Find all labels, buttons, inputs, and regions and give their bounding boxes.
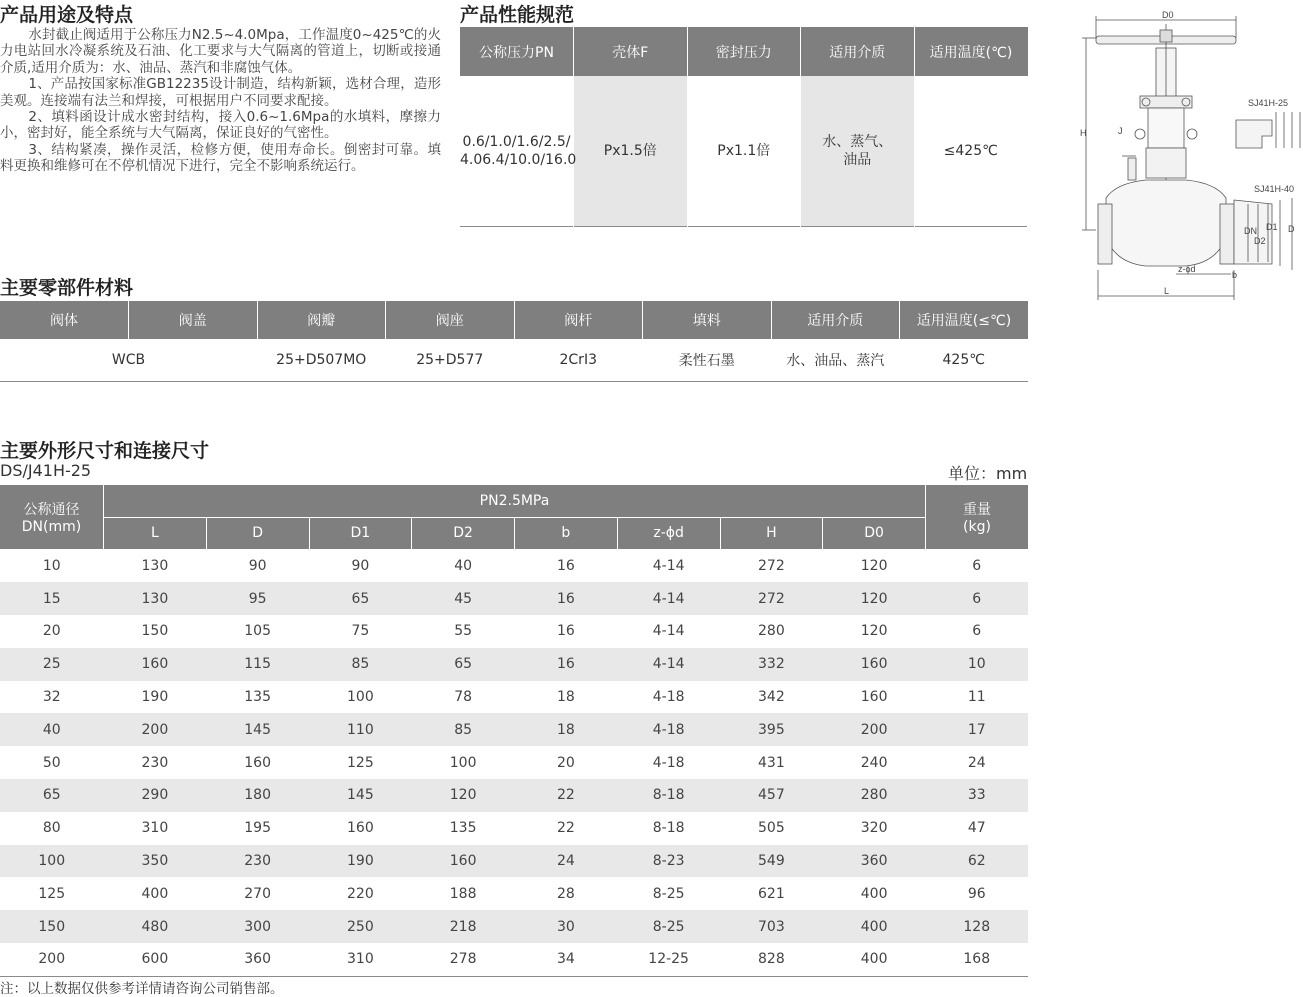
table-cell: 50 xyxy=(42,754,61,771)
table-row xyxy=(0,845,1028,878)
table-cell: 300 xyxy=(206,910,309,943)
mat-header-temp: 适用温度(≤℃) xyxy=(900,301,1029,339)
table-cell: 65 xyxy=(0,779,104,812)
table-cell: 828 xyxy=(758,951,785,968)
dims-sub-header: D xyxy=(206,517,309,549)
table-cell: 600 xyxy=(141,951,169,968)
label-d0: D0 xyxy=(1162,10,1174,20)
materials-table xyxy=(0,301,1028,382)
table-cell: 85 xyxy=(412,713,515,746)
label-sj25: SJ41H-25 xyxy=(1248,98,1289,108)
table-cell: 290 xyxy=(104,779,207,812)
table-cell: 188 xyxy=(449,885,477,902)
table-cell: 190 xyxy=(309,845,412,878)
table-cell: 230 xyxy=(206,845,309,878)
table-cell: 115 xyxy=(206,648,309,681)
table-row xyxy=(0,877,1028,910)
intro-feature-1: 1、产品按国家标准GB12235设计制造，结构新颖，选材合理，造形美观。连接端有法兰和焊接，可根据用户不同要求配接。 xyxy=(0,76,441,109)
perf-cell-temp: ≤425℃ xyxy=(914,76,1028,227)
table-cell: 10 xyxy=(42,557,61,574)
table-row xyxy=(0,615,1028,648)
table-cell: 120 xyxy=(823,582,926,615)
mat-cell-packing: 柔性石墨 xyxy=(678,353,735,369)
table-cell: 16 xyxy=(556,623,575,640)
table-row xyxy=(0,812,1028,845)
mat-cell-body-cover: WCB xyxy=(111,352,146,368)
performance-table xyxy=(460,27,1028,227)
table-cell: 25 xyxy=(0,648,104,681)
dims-header-weight xyxy=(926,485,1029,549)
perf-cell-medium xyxy=(801,76,915,227)
dims-header-dn-line1: 公称通径 xyxy=(23,501,80,518)
mat-header-cover: 阀盖 xyxy=(129,301,258,339)
table-cell: 280 xyxy=(823,779,926,812)
table-cell: 549 xyxy=(720,845,823,878)
table-cell: 6 xyxy=(926,582,1029,615)
label-b: b xyxy=(1232,270,1238,280)
table-cell: 400 xyxy=(823,910,926,943)
table-cell: 34 xyxy=(556,951,575,968)
table-cell: 160 xyxy=(347,820,374,837)
table-cell: 135 xyxy=(244,689,271,706)
table-cell: 28 xyxy=(556,885,575,902)
table-cell: 20 xyxy=(556,754,575,771)
table-cell: 16 xyxy=(515,648,618,681)
table-cell: 621 xyxy=(758,885,785,902)
table-cell: 400 xyxy=(860,885,888,902)
table-cell: 16 xyxy=(556,557,575,574)
table-cell: 200 xyxy=(104,713,207,746)
mat-header-medium: 适用介质 xyxy=(771,301,900,339)
table-cell: 703 xyxy=(720,910,823,943)
dims-header-dn xyxy=(0,485,104,549)
mat-cell-stem: 2CrI3 xyxy=(559,352,597,368)
table-cell: 480 xyxy=(104,910,207,943)
table-cell: 200 xyxy=(38,951,66,968)
intro-paragraph: 水封截止阀适用于公称压力N2.5~4.0Mpa，工作温度0~425℃的火力电站回水冷凝系统及石油、化工要求与大气隔离的管道上，切断或接通介质,适用介质为：水、油品、蒸汽和非腐蚀气体。 xyxy=(0,27,441,76)
table-cell: 400 xyxy=(141,885,169,902)
mat-cell-medium: 水、油品、蒸汽 xyxy=(786,353,885,369)
table-cell: 18 xyxy=(556,689,575,706)
dimensions-table xyxy=(0,485,1028,977)
table-cell: 55 xyxy=(454,623,473,640)
table-cell: 32 xyxy=(42,689,61,706)
usage-section-title: 产品用途及特点 xyxy=(0,4,134,26)
perf-header-temp: 适用温度(℃) xyxy=(914,27,1028,76)
table-cell: 310 xyxy=(347,951,374,968)
table-cell: 15 xyxy=(0,582,104,615)
table-cell: 8-18 xyxy=(617,779,720,812)
table-cell: 10 xyxy=(926,648,1029,681)
table-cell: 40 xyxy=(454,557,473,574)
table-cell: 310 xyxy=(141,820,169,837)
dims-sub-header: D1 xyxy=(309,517,412,549)
table-cell: 4-18 xyxy=(652,754,685,771)
perf-header-row xyxy=(460,27,1028,76)
table-cell: 4-18 xyxy=(652,689,685,706)
table-cell: 24 xyxy=(967,754,986,771)
mat-cell-temp: 425℃ xyxy=(942,352,985,368)
table-cell: 320 xyxy=(860,820,888,837)
table-cell: 95 xyxy=(206,582,309,615)
intro-feature-2: 2、填料函设计成水密封结构，接入0.6~1.6Mpa的水填料，摩擦力小，密封好，能全系统与大气隔离，保证良好的气密性。 xyxy=(0,109,441,142)
table-cell: 120 xyxy=(860,557,888,574)
table-cell: 220 xyxy=(347,885,374,902)
dims-sub-header: D2 xyxy=(412,517,515,549)
dims-sub-header: b xyxy=(515,517,618,549)
table-cell: 18 xyxy=(515,713,618,746)
table-cell: 96 xyxy=(967,885,986,902)
table-cell: 457 xyxy=(720,779,823,812)
label-l: L xyxy=(1164,286,1170,296)
table-cell: 130 xyxy=(104,582,207,615)
table-cell: 30 xyxy=(515,910,618,943)
table-cell: 40 xyxy=(0,713,104,746)
table-cell: 342 xyxy=(758,689,785,706)
label-zd: z-ϕd xyxy=(1178,264,1196,274)
table-cell: 250 xyxy=(309,910,412,943)
table-cell: 160 xyxy=(860,689,888,706)
table-cell: 160 xyxy=(104,648,207,681)
table-row xyxy=(0,713,1028,746)
table-cell: 505 xyxy=(758,820,785,837)
table-cell: 272 xyxy=(720,582,823,615)
table-cell: 4-14 xyxy=(617,582,720,615)
table-cell: 22 xyxy=(515,779,618,812)
table-cell: 120 xyxy=(860,623,888,640)
table-cell: 190 xyxy=(141,689,169,706)
perf-header-medium: 适用介质 xyxy=(801,27,915,76)
table-cell: 110 xyxy=(309,713,412,746)
mat-header-packing: 填料 xyxy=(643,301,772,339)
dims-sub-header: D0 xyxy=(823,517,926,549)
table-cell: 4-14 xyxy=(652,623,685,640)
table-cell: 160 xyxy=(244,754,271,771)
perf-cell-seal: Px1.1倍 xyxy=(687,76,801,227)
table-row xyxy=(0,746,1028,779)
table-cell: 180 xyxy=(206,779,309,812)
table-cell: 6 xyxy=(972,557,982,574)
table-cell: 332 xyxy=(720,648,823,681)
table-row xyxy=(0,943,1028,976)
table-cell: 47 xyxy=(967,820,986,837)
table-cell: 24 xyxy=(515,845,618,878)
table-cell: 11 xyxy=(967,689,986,706)
table-cell: 200 xyxy=(823,713,926,746)
perf-header-seal: 密封压力 xyxy=(687,27,801,76)
table-cell: 168 xyxy=(963,951,991,968)
model-label: DS/J41H-25 xyxy=(0,461,92,480)
table-cell: 360 xyxy=(244,951,271,968)
intro-text xyxy=(0,27,441,175)
table-cell: 17 xyxy=(926,713,1029,746)
table-cell: 272 xyxy=(758,557,785,574)
perf-cell-pn xyxy=(460,76,577,227)
table-cell: 130 xyxy=(141,557,169,574)
table-cell: 230 xyxy=(141,754,169,771)
table-cell: 125 xyxy=(38,885,66,902)
perf-pn-line2: 4.06.4/10.0/16.0 xyxy=(460,152,577,168)
perf-cell-shell: Px1.5倍 xyxy=(574,76,688,227)
table-cell: 350 xyxy=(104,845,207,878)
label-d2: D2 xyxy=(1254,236,1266,246)
table-cell: 4-18 xyxy=(617,713,720,746)
label-sj40: SJ41H-40 xyxy=(1254,184,1295,194)
table-cell: 160 xyxy=(823,648,926,681)
table-cell: 85 xyxy=(309,648,412,681)
table-cell: 150 xyxy=(141,623,169,640)
table-cell: 4-14 xyxy=(617,648,720,681)
table-cell: 65 xyxy=(412,648,515,681)
perf-medium-line1: 水、蒸气、 xyxy=(822,134,893,150)
label-j: J xyxy=(1118,126,1123,136)
table-row xyxy=(0,681,1028,714)
table-cell: 105 xyxy=(244,623,271,640)
table-row xyxy=(0,582,1028,615)
table-cell: 278 xyxy=(449,951,477,968)
table-cell: 65 xyxy=(309,582,412,615)
valve-drawing xyxy=(1076,8,1302,306)
table-cell: 160 xyxy=(412,845,515,878)
perf-header-pn: 公称压力PN xyxy=(460,27,574,76)
mat-header-seat: 阀座 xyxy=(386,301,515,339)
dims-header-row-2 xyxy=(0,517,1028,549)
label-d1: D1 xyxy=(1266,222,1278,232)
table-cell: 8-25 xyxy=(652,885,685,902)
table-cell: 145 xyxy=(309,779,412,812)
table-cell: 150 xyxy=(0,910,104,943)
table-cell: 8-25 xyxy=(617,910,720,943)
table-cell: 431 xyxy=(758,754,785,771)
dims-section-title: 主要外形尺寸和连接尺寸 xyxy=(0,440,210,462)
dims-body xyxy=(0,549,1028,976)
footnote: 注：以上数据仅供参考详情请咨询公司销售部。 xyxy=(0,981,284,997)
table-cell: 100 xyxy=(0,845,104,878)
dims-header-row-1 xyxy=(0,485,1028,517)
table-cell: 145 xyxy=(206,713,309,746)
table-cell: 6 xyxy=(972,623,982,640)
mat-header-stem: 阀杆 xyxy=(514,301,643,339)
table-cell: 45 xyxy=(412,582,515,615)
table-cell: 240 xyxy=(860,754,888,771)
table-cell: 270 xyxy=(244,885,271,902)
label-h: H xyxy=(1080,128,1087,138)
perf-section-title: 产品性能规范 xyxy=(460,4,575,26)
unit-label: 单位：mm xyxy=(948,464,1028,483)
dims-header-dn-line2: DN(mm) xyxy=(21,518,82,535)
table-cell: 8-18 xyxy=(652,820,685,837)
perf-header-shell: 壳体F xyxy=(574,27,688,76)
table-cell: 400 xyxy=(860,951,888,968)
label-dn: DN xyxy=(1244,226,1257,236)
table-cell: 100 xyxy=(449,754,477,771)
table-cell: 62 xyxy=(926,845,1029,878)
table-cell: 100 xyxy=(347,689,374,706)
materials-section-title: 主要零部件材料 xyxy=(0,277,134,299)
table-cell: 75 xyxy=(351,623,370,640)
perf-pn-line1: 0.6/1.0/1.6/2.5/ xyxy=(462,134,571,150)
table-cell: 8-23 xyxy=(617,845,720,878)
table-cell: 33 xyxy=(926,779,1029,812)
table-cell: 125 xyxy=(347,754,374,771)
perf-data-row xyxy=(460,76,1028,227)
table-cell: 78 xyxy=(454,689,473,706)
table-cell: 395 xyxy=(720,713,823,746)
mat-cell-seat: 25+D577 xyxy=(416,352,484,368)
dims-header-pn: PN2.5MPa xyxy=(104,485,926,517)
dims-sub-header: H xyxy=(720,517,823,549)
table-cell: 22 xyxy=(556,820,575,837)
table-cell: 20 xyxy=(42,623,61,640)
table-cell: 12-25 xyxy=(648,951,689,968)
table-cell: 120 xyxy=(412,779,515,812)
table-cell: 4-14 xyxy=(652,557,685,574)
table-cell: 280 xyxy=(758,623,785,640)
table-cell: 360 xyxy=(823,845,926,878)
mat-header-body: 阀体 xyxy=(0,301,129,339)
table-row xyxy=(0,648,1028,681)
table-row xyxy=(0,549,1028,582)
table-cell: 218 xyxy=(412,910,515,943)
table-cell: 80 xyxy=(42,820,61,837)
mat-cell-disc: 25+D507MO xyxy=(276,352,367,368)
dims-header-weight-line1: 重量 xyxy=(963,501,991,518)
materials-header-row xyxy=(0,301,1028,339)
table-cell: 128 xyxy=(926,910,1029,943)
label-d: D xyxy=(1288,224,1295,234)
mat-header-disc: 阀瓣 xyxy=(257,301,386,339)
perf-medium-line2: 油品 xyxy=(843,152,872,168)
dims-sub-header: z-ϕd xyxy=(617,517,720,549)
table-row xyxy=(0,910,1028,943)
dims-header-weight-line2: (kg) xyxy=(963,518,991,535)
table-cell: 90 xyxy=(351,557,370,574)
table-cell: 16 xyxy=(515,582,618,615)
intro-feature-3: 3、结构紧凑，操作灵活，检修方便，使用寿命长。倒密封可靠。填料更换和维修可在不停机情况下进行，完全不影响系统运行。 xyxy=(0,141,441,175)
table-cell: 195 xyxy=(244,820,271,837)
materials-data-row xyxy=(0,339,1028,382)
table-cell: 90 xyxy=(248,557,267,574)
dims-sub-header: L xyxy=(104,517,207,549)
table-row xyxy=(0,779,1028,812)
table-cell: 135 xyxy=(449,820,477,837)
